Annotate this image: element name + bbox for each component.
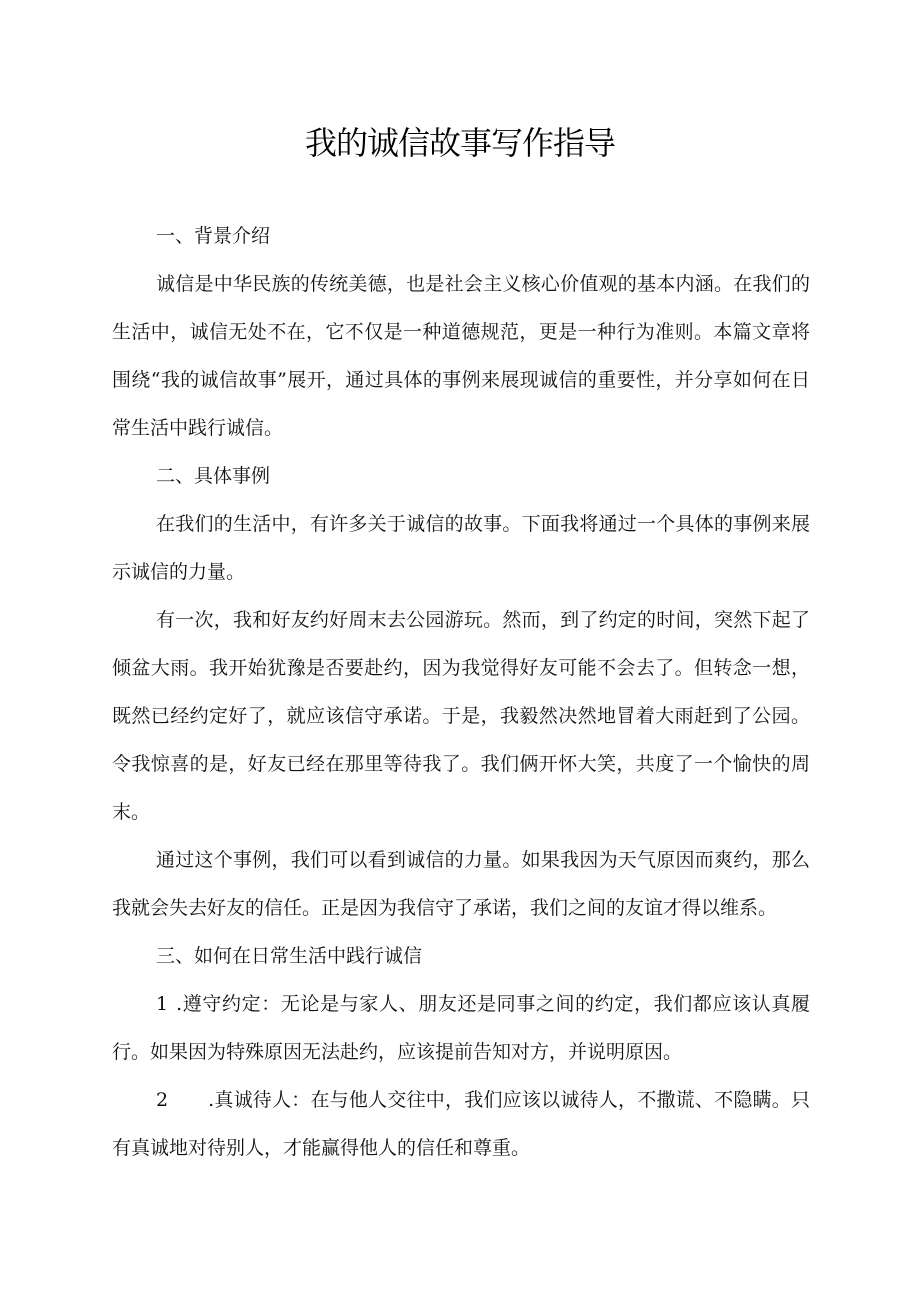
list-item-number: 2 <box>156 1089 169 1111</box>
paragraph-example-reflection: 通过这个事例，我们可以看到诚信的力量。如果我因为天气原因而爽约，那么我就会失去好友的信任。正是因为我信守了承诺，我们之间的友谊才得以维系。 <box>112 849 810 919</box>
section-heading-background: 一、背景介绍 <box>156 225 271 247</box>
list-item-text: .真诚待人：在与他人交往中，我们应该以诚待人，不撒谎、不隐瞒。只有真诚地对待别人，才能赢得他人的信任和尊重。 <box>112 1089 810 1159</box>
section-heading-example: 二、具体事例 <box>156 465 271 487</box>
list-item-keep-promises <box>112 980 810 1076</box>
document-title: 我的诚信故事写作指导 <box>304 124 615 162</box>
paragraph-background: 诚信是中华民族的传统美德，也是社会主义核心价值观的基本内涵。在我们的生活中，诚信无处不在，它不仅是一种道德规范，更是一种行为准则。本篇文章将围绕“我的诚信故事”展开，通过具体的事例来展现诚信的重要性，并分享如何在日常生活中践行诚信。 <box>112 273 810 439</box>
paragraph-example-story: 有一次，我和好友约好周末去公园游玩。然而，到了约定的时间，突然下起了倾盆大雨。我开始犹豫是否要赴约，因为我觉得好友可能不会去了。但转念一想，既然已经约定好了，就应该信守承诺。于是，我毅然决然地冒着大雨赶到了公园。令我惊喜的是，好友已经在那里等待我了。我们俩开怀大笑，共度了一个愉快的周末。 <box>112 609 810 823</box>
list-item-be-sincere <box>112 1076 810 1172</box>
document-body <box>112 212 810 1172</box>
section-heading-practice: 三、如何在日常生活中践行诚信 <box>156 945 423 967</box>
paragraph-example-intro: 在我们的生活中，有许多关于诚信的故事。下面我将通过一个具体的事例来展示诚信的力量。 <box>112 513 810 583</box>
list-item-number: 1 <box>156 993 169 1015</box>
list-item-text: .遵守约定：无论是与家人、朋友还是同事之间的约定，我们都应该认真履行。如果因为特殊原因无法赴约，应该提前告知对方，并说明原因。 <box>112 993 810 1063</box>
